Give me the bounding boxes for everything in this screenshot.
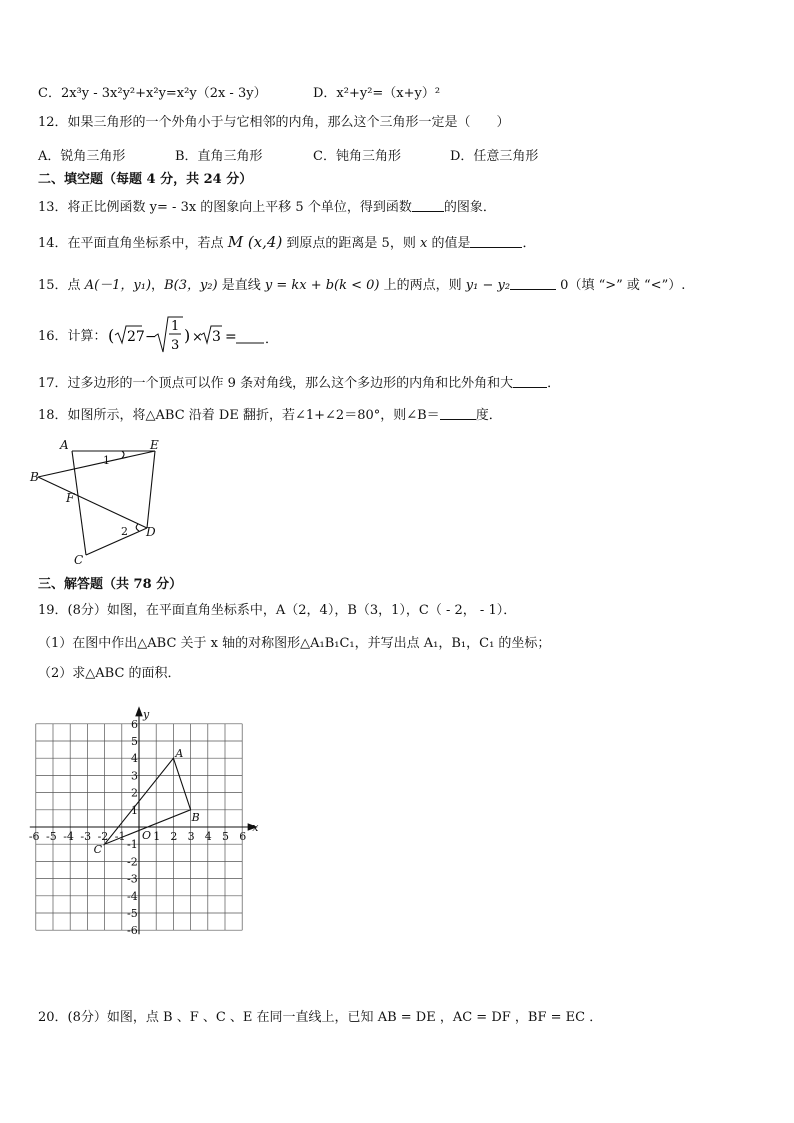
q14-point-m: M (x,4) — [227, 233, 283, 251]
x-tick-label: -4 — [63, 830, 74, 843]
q15-point-a: A(－1，y₁) — [84, 278, 152, 293]
q17-text-before: 17．过多边形的一个顶点可以作 9 条对角线，那么这个多边形的内角和比外角和大 — [38, 376, 514, 391]
y-tick-label: 2 — [131, 786, 138, 800]
section-3-heading: 三、解答题（共 78 分） — [38, 577, 183, 592]
q18 — [38, 406, 502, 425]
y-tick-label: 4 — [131, 752, 138, 766]
origin-label: O — [142, 829, 152, 842]
q17-answer-blank[interactable] — [513, 374, 547, 388]
y-tick-label: -1 — [127, 838, 138, 852]
point-b-label: B — [191, 810, 200, 824]
label-angle-2: 2 — [121, 525, 128, 538]
q13-answer-blank[interactable] — [412, 198, 444, 212]
x-tick-label: 2 — [170, 830, 178, 843]
q17-text-after: ． — [547, 376, 561, 391]
x-tick-label: 1 — [153, 830, 161, 843]
q14: 14．在平面直角坐标系中，若点 M (x,4) 到原点的距离是 5，则 x 的值是 ． — [38, 233, 536, 251]
y-tick-label: -6 — [127, 924, 138, 938]
q12-option-b: B．直角三角形 — [175, 149, 263, 164]
q13-text-before: 13．将正比例函数 y= - 3x 的图象向上平移 5 个单位，得到函数 — [38, 200, 412, 215]
q16-times: × — [192, 330, 203, 345]
y-tick-label: -4 — [127, 889, 138, 903]
q18-answer-blank[interactable] — [440, 406, 476, 420]
segment-ed — [147, 451, 155, 528]
q17 — [38, 374, 560, 393]
y-axis-label: y — [143, 707, 150, 721]
y-tick-label: -2 — [127, 855, 138, 869]
q15-text-mid2: 上的两点，则 — [379, 278, 466, 293]
q15-answer-blank[interactable] — [510, 276, 556, 290]
q15-point-b: B(3，y₂) — [164, 278, 218, 293]
q15-text-before: 15．点 — [38, 278, 85, 293]
label-d: D — [146, 525, 156, 539]
x-tick-label: -2 — [97, 830, 109, 843]
x-tick-label: 4 — [204, 830, 212, 843]
q16-paren-close: ) — [184, 326, 191, 345]
label-f: F — [66, 491, 75, 505]
segment-be — [38, 451, 155, 477]
q16-radicand-27: 27 — [127, 329, 145, 345]
x-tick-label: 3 — [187, 830, 195, 843]
q16-frac-den: 3 — [171, 338, 180, 353]
x-tick-label: -6 — [28, 830, 40, 843]
y-tick-label: 1 — [131, 803, 138, 817]
point-a-label: A — [175, 747, 184, 761]
q18-text-before: 18．如图所示，将△ABC 沿着 DE 翻折，若∠1+∠2＝80°，则∠B＝ — [38, 408, 440, 423]
q19-part-1: （1）在图中作出△ABC 关于 x 轴的对称图形△A₁B₁C₁，并写出点 A₁，B₁，C₁ 的坐标； — [38, 636, 551, 651]
q19-part-2: （2）求△ABC 的面积． — [38, 666, 181, 681]
y-axis-arrow — [136, 708, 142, 716]
q15-line-eq: y = kx + b(k < 0) — [264, 278, 380, 293]
section-2-heading: 二、填空题（每题 4 分，共 24 分） — [38, 172, 253, 187]
q18-text-after: 度． — [475, 408, 502, 423]
label-c: C — [74, 553, 84, 567]
q12-option-d: D．任意三角形 — [450, 149, 539, 164]
q18-figure — [30, 432, 170, 572]
q11-option-d: D．x²+y²=（x+y）² — [313, 86, 441, 101]
q13-text-after: 的图象． — [443, 200, 496, 215]
segment-cd — [86, 528, 147, 555]
q19-stem: 19．(8分）如图，在平面直角坐标系中，A（2，4），B（3，1），C（ - 2， - 1）． — [38, 603, 517, 618]
y-tick-label: 3 — [131, 769, 138, 783]
q14-text-middle: 到原点的距离是 5，则 — [282, 236, 420, 251]
x-tick-label: 5 — [222, 830, 229, 843]
angle-2-arc — [136, 524, 139, 531]
q20-stem: 20．(8分）如图，点 B 、F 、C 、E 在同一直线上，已知 AB = DE ，AC = DF ，BF = EC ． — [38, 1010, 603, 1025]
y-tick-label: -3 — [127, 872, 138, 886]
label-a: A — [60, 438, 69, 452]
q12-option-c: C．钝角三角形 — [313, 149, 401, 164]
y-tick-label: 5 — [131, 735, 138, 748]
x-tick-label: 6 — [239, 830, 247, 843]
q16-paren-open: ( — [108, 326, 115, 345]
label-angle-1: 1 — [103, 454, 110, 467]
q19-coordinate-grid — [28, 690, 276, 938]
y-tick-label: -5 — [127, 907, 138, 920]
q15-text-middle: 是直线 — [217, 278, 265, 293]
angle-1-arc — [122, 451, 124, 458]
x-axis-label: x — [252, 821, 259, 834]
q16-expression — [108, 312, 268, 360]
point-c-label: C — [93, 843, 103, 857]
q14-var-x: x — [419, 236, 428, 251]
q16-minus: − — [145, 329, 157, 345]
q16-frac-num: 1 — [171, 319, 180, 334]
q15-sep: ， — [151, 278, 165, 293]
q14-text-before: 14．在平面直角坐标系中，若点 — [38, 236, 228, 251]
label-e: E — [150, 438, 159, 452]
q16-equals: = — [225, 329, 237, 345]
q15-expr: y₁ − y₂ — [465, 278, 511, 293]
q13 — [38, 198, 496, 217]
segment-bd — [38, 477, 147, 528]
y-tick-label: 6 — [131, 717, 138, 731]
q16-radicand-3: 3 — [212, 329, 221, 345]
x-tick-label: -5 — [46, 830, 57, 843]
q15-text-after: 0（填 “>” 或 “<”）. — [556, 278, 686, 293]
x-tick-label: -3 — [80, 830, 92, 843]
q14-text-after: 的值是 — [427, 236, 471, 251]
q15 — [38, 276, 685, 295]
q14-answer-blank[interactable] — [470, 234, 522, 248]
x-tick-label: -1 — [114, 830, 126, 843]
q11-option-c: C．2x³y - 3x²y²+x²y=x²y（2x - 3y） — [38, 86, 267, 101]
q12-option-a: A．锐角三角形 — [38, 149, 126, 164]
q12-stem: 12．如果三角形的一个外角小于与它相邻的内角，那么这个三角形一定是（ ） — [38, 115, 510, 130]
label-b: B — [30, 470, 39, 484]
q16-label: 16．计算： — [38, 329, 107, 344]
